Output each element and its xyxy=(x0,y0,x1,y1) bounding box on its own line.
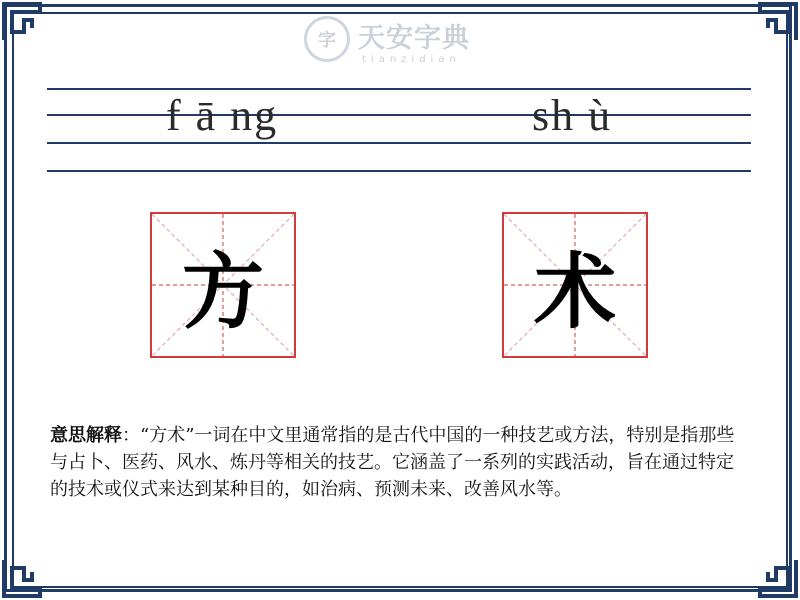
pinyin-rule-line xyxy=(47,88,751,90)
character-grid-box xyxy=(502,212,648,358)
logo-subtitle: tianzidian xyxy=(362,54,461,65)
definition-paragraph xyxy=(50,422,750,503)
corner-ornament-icon xyxy=(0,556,44,600)
pinyin-syllable-2: sh ù xyxy=(532,91,613,140)
corner-ornament-icon xyxy=(0,0,44,44)
hanzi-character-1: 方 xyxy=(181,244,264,340)
logo-seal-icon: 字 xyxy=(304,16,350,62)
definition-text: ：“方术”一词在中文里通常指的是古代中国的一种技艺或方法，特别是指那些与占卜、医药、风水、炼丹等相关的技艺。它涵盖了一系列的实践活动，旨在通过特定的技术或仪式来达到某种目的，如治病、预测未来、改善风水等。 xyxy=(50,425,735,500)
pinyin-syllable-1: f ā ng xyxy=(166,91,279,140)
logo-title: 天安字典 xyxy=(358,23,470,54)
character-grid-box xyxy=(150,212,296,358)
pinyin-rule-line xyxy=(47,142,751,144)
site-logo xyxy=(300,14,500,70)
definition-label: 意思解释 xyxy=(50,425,122,446)
corner-ornament-icon xyxy=(756,556,800,600)
pinyin-rule-line xyxy=(47,170,751,172)
corner-ornament-icon xyxy=(756,0,800,44)
pinyin-rule-line xyxy=(47,114,751,116)
hanzi-character-2: 术 xyxy=(533,244,616,340)
